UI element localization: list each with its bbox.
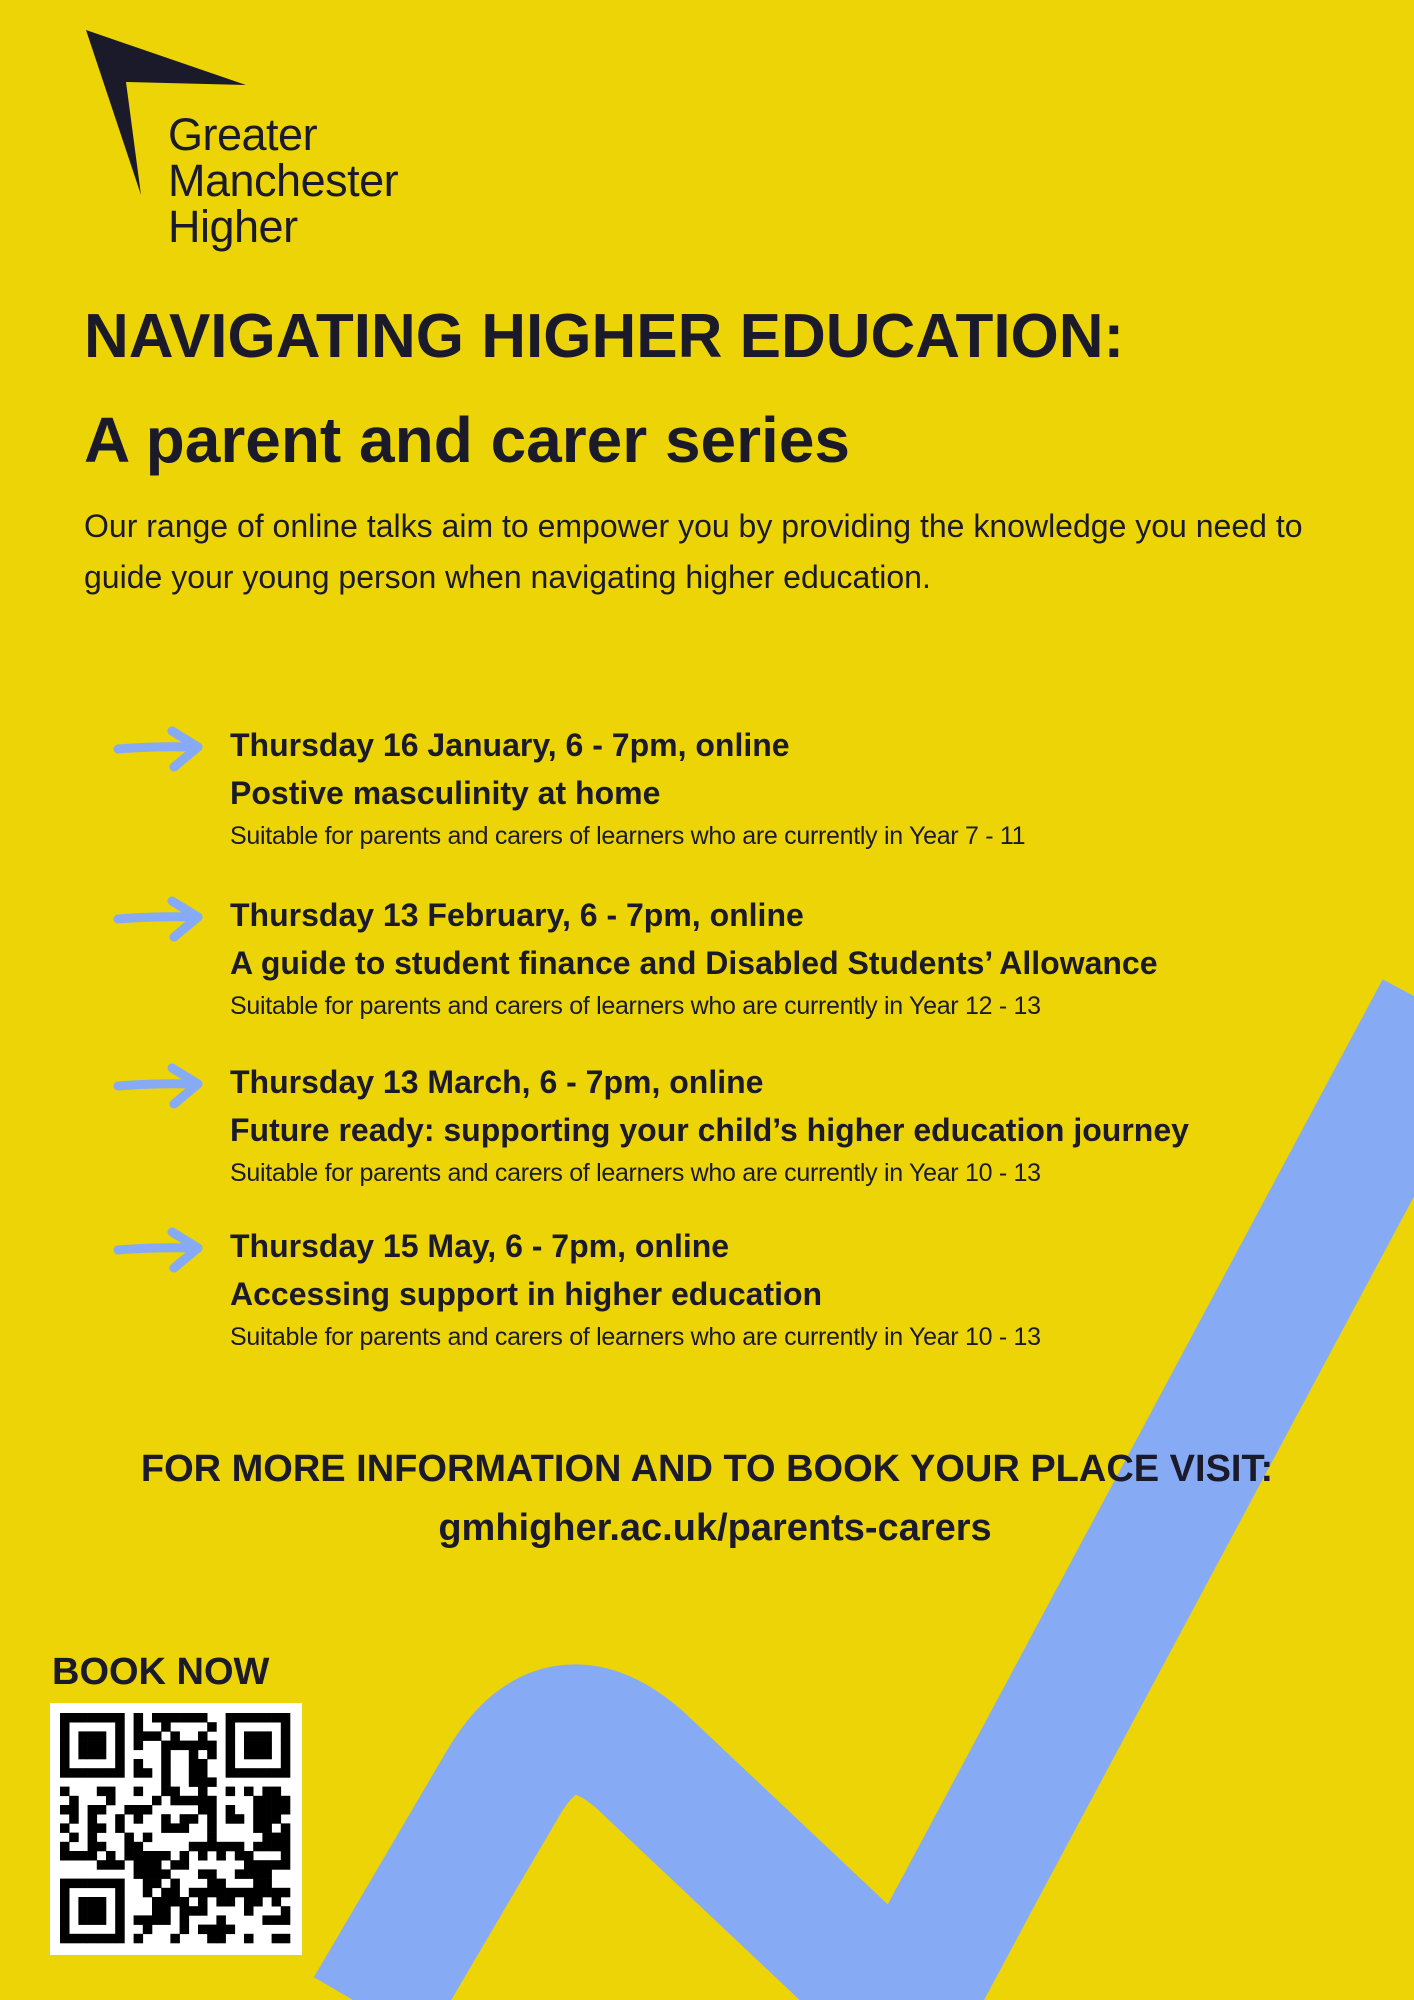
event-date: Thursday 15 May, 6 - 7pm, online xyxy=(230,1228,730,1264)
event-date: Thursday 13 February, 6 - 7pm, online xyxy=(230,897,804,933)
page-subheadline: A parent and carer series xyxy=(84,404,850,476)
arrow-right-icon xyxy=(110,1226,210,1274)
event-date: Thursday 16 January, 6 - 7pm, online xyxy=(230,727,790,763)
event-title: Accessing support in higher education xyxy=(230,1276,823,1312)
qr-code-icon[interactable] xyxy=(50,1703,302,1955)
event-audience: Suitable for parents and carers of learners who are currently in Year 10 - 13 xyxy=(230,1159,1041,1187)
event-title: A guide to student finance and Disabled Students’ Allowance xyxy=(230,945,1158,981)
brand-name-line-2: Manchester xyxy=(168,155,399,206)
brand-name-line-3: Higher xyxy=(168,201,298,252)
brand-name-line-1: Greater xyxy=(168,109,318,160)
arrow-right-icon xyxy=(110,895,210,943)
event-item xyxy=(110,725,1390,865)
intro-paragraph: Our range of online talks aim to empower you by providing the knowledge you need to guide your young person when navigating higher education. xyxy=(84,508,1303,595)
event-item xyxy=(110,1226,1390,1366)
event-item xyxy=(110,895,1390,1035)
event-title: Postive masculinity at home xyxy=(230,775,661,811)
event-date: Thursday 13 March, 6 - 7pm, online xyxy=(230,1064,764,1100)
event-title: Future ready: supporting your child’s higher education journey xyxy=(230,1112,1189,1148)
brand-name xyxy=(168,109,399,252)
event-audience: Suitable for parents and carers of learners who are currently in Year 10 - 13 xyxy=(230,1323,1041,1351)
event-audience: Suitable for parents and carers of learners who are currently in Year 7 - 11 xyxy=(230,822,1026,850)
cta-url-link[interactable]: gmhigher.ac.uk/parents-carers xyxy=(438,1507,992,1549)
book-now-label: BOOK NOW xyxy=(52,1651,270,1693)
event-item xyxy=(110,1062,1390,1202)
cta-text: FOR MORE INFORMATION AND TO BOOK YOUR PLACE VISIT: xyxy=(140,1448,1274,1490)
brand-logo xyxy=(86,30,446,250)
page-headline: NAVIGATING HIGHER EDUCATION: xyxy=(84,302,1125,371)
arrow-right-icon xyxy=(110,1062,210,1110)
event-audience: Suitable for parents and carers of learners who are currently in Year 12 - 13 xyxy=(230,992,1041,1020)
arrow-right-icon xyxy=(110,725,210,773)
